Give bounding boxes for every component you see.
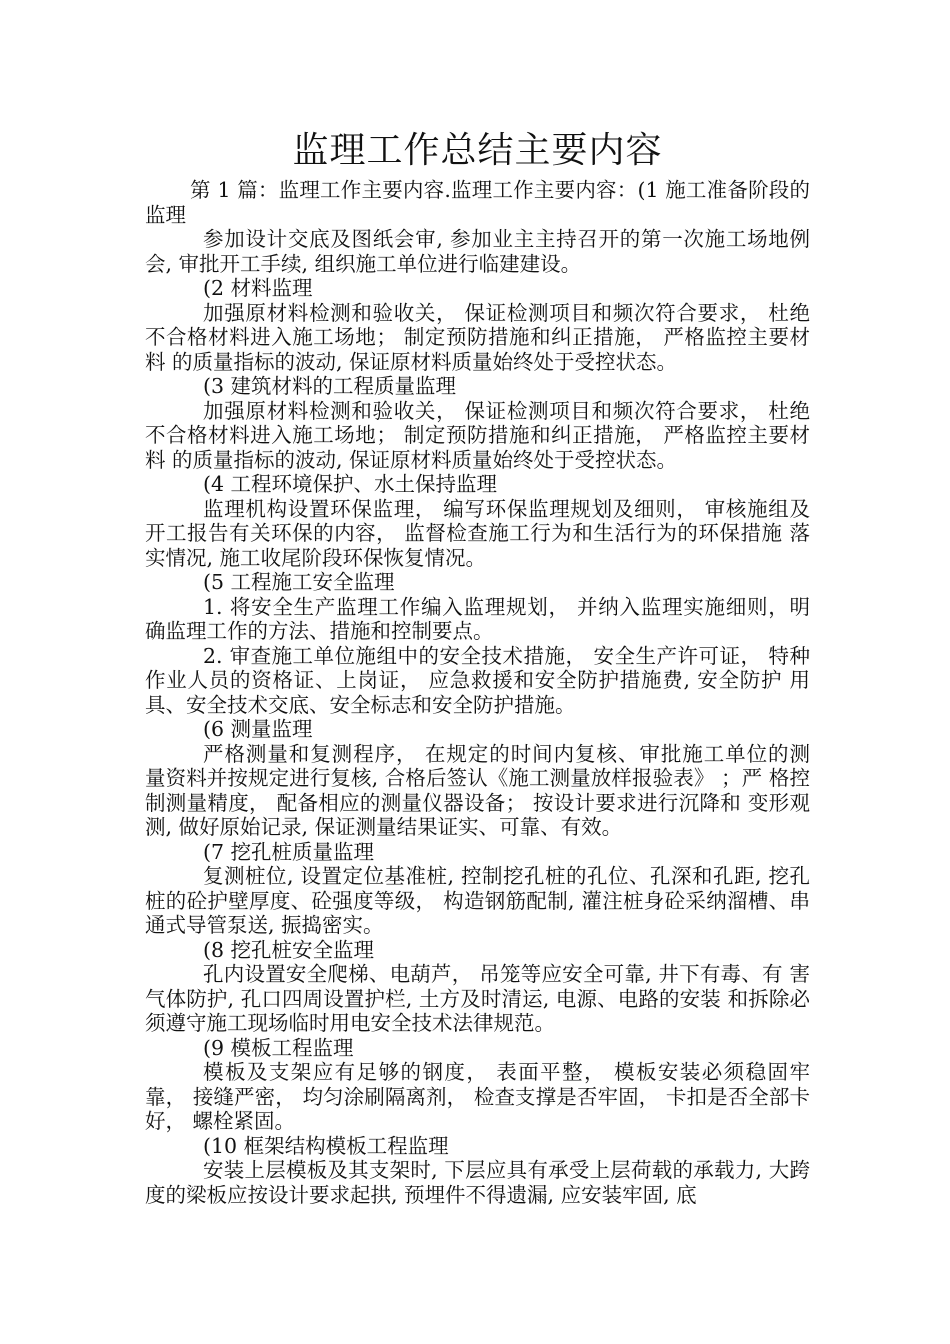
section-8-heading: (8 挖孔桩安全监理 [203,937,375,962]
section-2-paragraph-1: 加强原材料检测和验收关， 保证检测项目和频次符合要求， 杜绝 不合格材料进入施工场地； 制定预防措施和纠正措施， 严格监控主要材料 的质量指标的波动, 保证原材料质量始终处于受控状态。 [145,300,810,374]
section-1-paragraph-1: 参加设计交底及图纸会审, 参加业主主持召开的第一次施工场地例 会, 审批开工手续, 组织施工单位进行临建建设。 [145,227,810,276]
document-page [145,128,810,1207]
intro-paragraph: 第 1 篇：监理工作主要内容.监理工作主要内容：(1 施工准备阶段的监理 [145,178,810,227]
section-9-paragraph-1: 模板及支架应有足够的钢度， 表面平整， 模板安装必须稳固牢靠， 接缝严密， 均匀涂刷隔离剂， 检查支撑是否牢固， 卡扣是否全部卡好， 螺栓紧固。 [145,1060,810,1133]
section-5-paragraph-1: 1. 将安全生产监理工作编入监理规划， 并纳入监理实施细则，明 确监理工作的方法、措施和控制要点。 [145,594,810,643]
section-8-paragraph-1: 孔内设置安全爬梯、电葫芦， 吊笼等应安全可靠, 井下有毒、有 害气体防护, 孔口四周设置护栏, 土方及时清运, 电源、电路的安装 和拆除必须遵守施工现场临时用电安全技术法律规范。 [145,962,810,1035]
section-3-paragraph-1: 加强原材料检测和验收关， 保证检测项目和频次符合要求， 杜绝 不合格材料进入施工场地； 制定预防措施和纠正措施， 严格监控主要材料 的质量指标的波动, 保证原材料质量始终处于受控状态。 [145,398,810,472]
section-5-heading: (5 工程施工安全监理 [203,570,395,594]
section-5-paragraph-2: 2. 审查施工单位施组中的安全技术措施， 安全生产许可证， 特种 作业人员的资格证、上岗证， 应急救援和安全防护措施费, 安全防护 用具、安全技术交底、安全标志和安全防护措施。 [145,643,810,717]
section-10-paragraph-1: 安装上层模板及其支架时, 下层应具有承受上层荷载的承载力, 大跨度的梁板应按设计要求起拱, 预埋件不得遗漏, 应安装牢固, 底 [145,1158,810,1207]
section-6-paragraph-1: 严格测量和复测程序， 在规定的时间内复核、审批施工单位的测 量资料并按规定进行复核, 合格后签认《施工测量放样报验表》 ；严 格控制测量精度， 配备相应的测量仪器设备； 按设计要求进行沉降和 变形观测, 做好原始记录, 保证测量结果证实、可靠、有效。 [145,741,810,839]
section-7-paragraph-1: 复测桩位, 设置定位基准桩, 控制挖孔桩的孔位、孔深和孔距, 挖孔桩的砼护壁厚度、砼强度等级， 构造钢筋配制, 灌注桩身砼采纳溜槽、串通式导管泵送, 振捣密实。 [145,864,810,937]
section-3-heading: (3 建筑材料的工程质量监理 [203,374,457,398]
section-9-heading: (9 模板工程监理 [203,1035,354,1060]
section-4-heading: (4 工程环境保护、水土保持监理 [203,472,498,496]
section-7-heading: (7 挖孔桩质量监理 [203,839,375,864]
section-4-paragraph-1: 监理机构设置环保监理， 编写环保监理规划及细则， 审核施组及 开工报告有关环保的内容， 监督检查施工行为和生活行为的环保措施 落实情况, 施工收尾阶段环保恢复情况。 [145,496,810,570]
section-6-heading: (6 测量监理 [203,717,313,741]
section-2-heading: (2 材料监理 [203,276,313,300]
section-10-heading: (10 框架结构模板工程监理 [203,1133,449,1158]
document-title: 监理工作总结主要内容 [292,130,663,171]
